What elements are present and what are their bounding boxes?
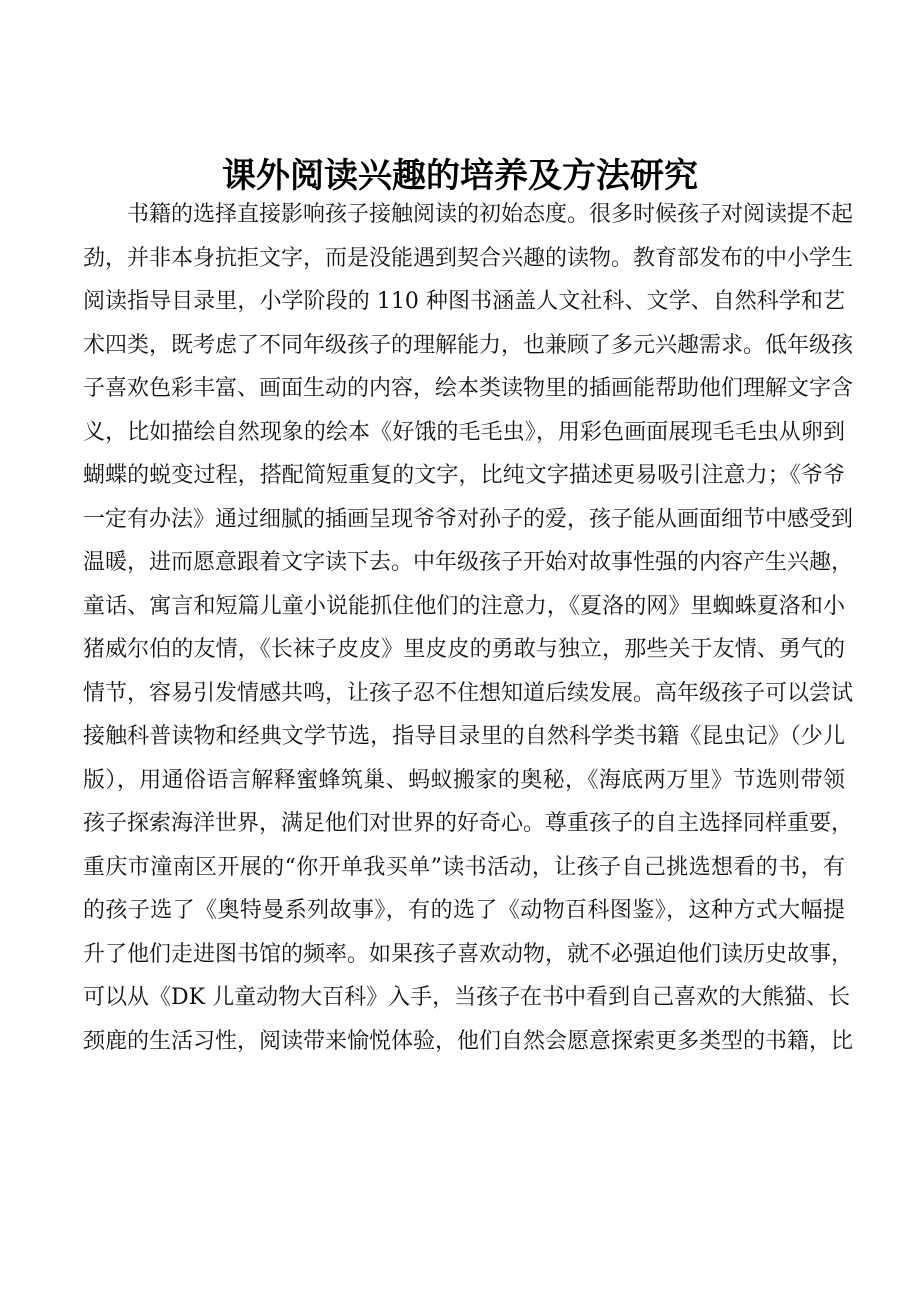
body-paragraph — [83, 193, 854, 1063]
paragraph-line: 术四类，既考虑了不同年级孩子的理解能力，也兼顾了多元兴趣需求。低年级孩 — [83, 332, 854, 358]
paragraph-line: 猪威尔伯的友情，《长袜子皮皮》里皮皮的勇敢与独立，那些关于友情、勇气的 — [83, 637, 845, 662]
paragraph-line: 义，比如描绘自然现象的绘本《好饿的毛毛虫》，用彩色画面展现毛毛虫从卵到 — [83, 419, 845, 445]
paragraph-line: 的孩子选了《奥特曼系列故事》，有的选了《动物百科图鉴》，这种方式大幅提 — [83, 898, 845, 923]
paragraph-line: 蝴蝶的蜕变过程，搭配简短重复的文字，比纯文字描述更易吸引注意力；《爷爷 — [83, 463, 845, 488]
paragraph-line: 情节，容易引发情感共鸣，让孩子忍不住想知道后续发展。高年级孩子可以尝试 — [83, 680, 854, 706]
paragraph-line: 版），用通俗语言解释蜜蜂筑巢、蚂蚁搬家的奥秘，《海底两万里》节选则带领 — [83, 767, 845, 793]
paragraph-line: 接触科普读物和经典文学节选，指导目录里的自然科学类书籍《昆虫记》（少儿 — [83, 724, 845, 749]
paragraph-line: 孩子探索海洋世界，满足他们对世界的好奇心。尊重孩子的自主选择同样重要， — [83, 811, 854, 836]
document-title: 课外阅读兴趣的培养及方法研究 — [222, 155, 698, 196]
paragraph-line: 一定有办法》通过细腻的插画呈现爷爷对孙子的爱，孩子能从画面细节中感受到 — [83, 506, 854, 532]
paragraph-line: 可以从《DK 儿童动物大百科》入手，当孩子在书中看到自己喜欢的大熊猫、长 — [83, 985, 851, 1010]
paragraph-line: 劲，并非本身抗拒文字，而是没能遇到契合兴趣的读物。教育部发布的中小学生 — [83, 245, 854, 271]
paragraph-line: 重庆市潼南区开展的“你开单我买单”读书活动，让孩子自己挑选想看的书，有 — [83, 854, 845, 880]
paragraph-line: 阅读指导目录里，小学阶段的 110 种图书涵盖人文社科、文学、自然科学和艺 — [83, 289, 845, 314]
paragraph-line: 温暖，进而愿意跟着文字读下去。中年级孩子开始对故事性强的内容产生兴趣， — [83, 550, 854, 575]
paragraph-line: 书籍的选择直接影响孩子接触阅读的初始态度。很多时候孩子对阅读提不起 — [127, 202, 854, 227]
paragraph-line: 童话、寓言和短篇儿童小说能抓住他们的注意力，《夏洛的网》里蜘蛛夏洛和小 — [83, 593, 845, 619]
paragraph-line: 升了他们走进图书馆的频率。如果孩子喜欢动物，就不必强迫他们读历史故事， — [83, 941, 854, 967]
paragraph-line: 子喜欢色彩丰富、画面生动的内容，绘本类读物里的插画能帮助他们理解文字含 — [83, 376, 854, 401]
paragraph-line: 颈鹿的生活习性，阅读带来愉悦体验，他们自然会愿意探索更多类型的书籍，比 — [83, 1028, 854, 1054]
